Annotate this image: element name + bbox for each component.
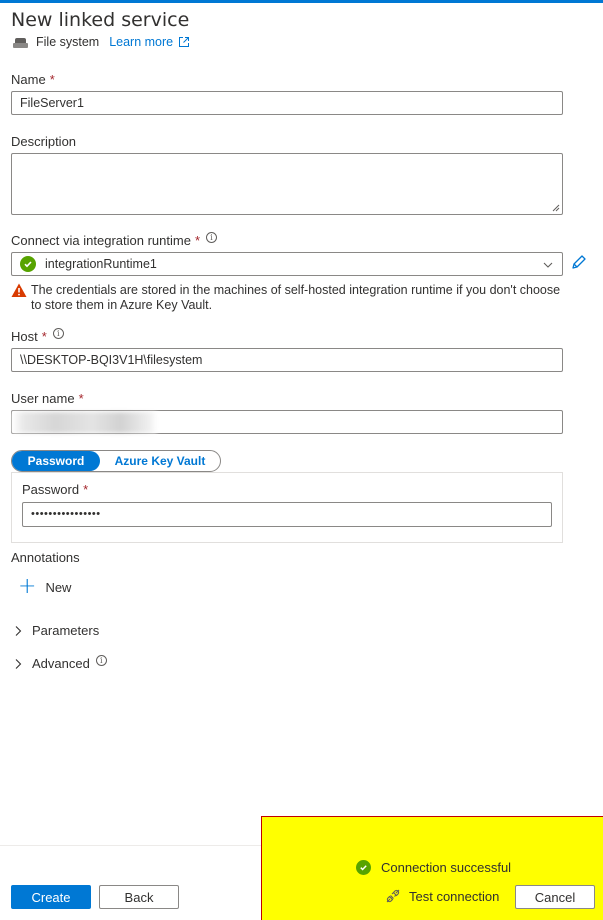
test-connection-label: Test connection <box>409 888 500 904</box>
warning-icon <box>11 283 27 298</box>
info-icon[interactable]: i <box>206 232 217 243</box>
azure-key-vault-option[interactable]: Azure Key Vault <box>114 454 206 468</box>
edit-pencil-icon[interactable] <box>570 254 587 271</box>
test-connection-button[interactable] <box>385 888 499 904</box>
name-label: Name * <box>11 72 55 87</box>
host-label: Host * i <box>11 329 64 344</box>
description-label: Description <box>11 134 77 149</box>
info-icon[interactable]: i <box>53 328 64 339</box>
new-annotation-label: New <box>45 579 72 595</box>
chevron-right-icon <box>14 658 22 670</box>
credentials-warning <box>11 283 571 313</box>
name-input[interactable]: FileServer1 <box>11 91 563 115</box>
chevron-right-icon <box>14 625 22 637</box>
username-label: User name * <box>11 391 84 406</box>
check-circle-icon <box>20 256 36 272</box>
file-system-icon <box>13 37 28 48</box>
advanced-label: Advanced <box>32 656 90 671</box>
warning-text: The credentials are stored in the machines of self-hosted integration runtime if you don't choose to store them in Azure Key Vault. <box>31 283 561 312</box>
host-input[interactable]: \\DESKTOP-BQI3V1H\filesystem <box>11 348 563 372</box>
service-type <box>13 35 190 49</box>
chevron-down-icon <box>542 259 554 271</box>
redacted-username <box>12 412 157 433</box>
runtime-selected-value: integrationRuntime1 <box>45 257 157 271</box>
back-button[interactable]: Back <box>99 885 179 909</box>
password-option[interactable]: Password <box>12 451 100 471</box>
password-input[interactable]: •••••••••••••••• <box>22 502 552 527</box>
learn-more-link[interactable]: Learn more <box>109 35 190 49</box>
runtime-label: Connect via integration runtime * i <box>11 233 217 248</box>
create-button[interactable]: Create <box>11 885 91 909</box>
page-title: New linked service <box>11 9 190 31</box>
connection-status <box>356 860 511 875</box>
success-check-icon <box>356 860 371 875</box>
plus-icon: + <box>18 574 37 599</box>
new-annotation-button[interactable] <box>18 574 72 599</box>
auth-type-toggle[interactable] <box>11 450 221 472</box>
external-link-icon <box>178 36 190 48</box>
password-label: Password * <box>22 482 89 497</box>
description-textarea[interactable] <box>11 153 563 215</box>
advanced-expander[interactable] <box>14 656 107 671</box>
password-panel <box>11 472 563 543</box>
parameters-expander[interactable] <box>14 623 99 638</box>
connection-status-text: Connection successful <box>381 860 512 875</box>
info-icon[interactable]: i <box>96 655 107 666</box>
top-accent-bar <box>0 0 603 3</box>
plug-icon <box>385 888 401 904</box>
cancel-button[interactable]: Cancel <box>515 885 595 909</box>
service-type-label: File system <box>36 35 100 49</box>
runtime-dropdown[interactable] <box>11 252 563 276</box>
parameters-label: Parameters <box>32 623 100 638</box>
annotations-label: Annotations <box>11 550 80 565</box>
resize-grip-icon[interactable] <box>552 204 560 212</box>
